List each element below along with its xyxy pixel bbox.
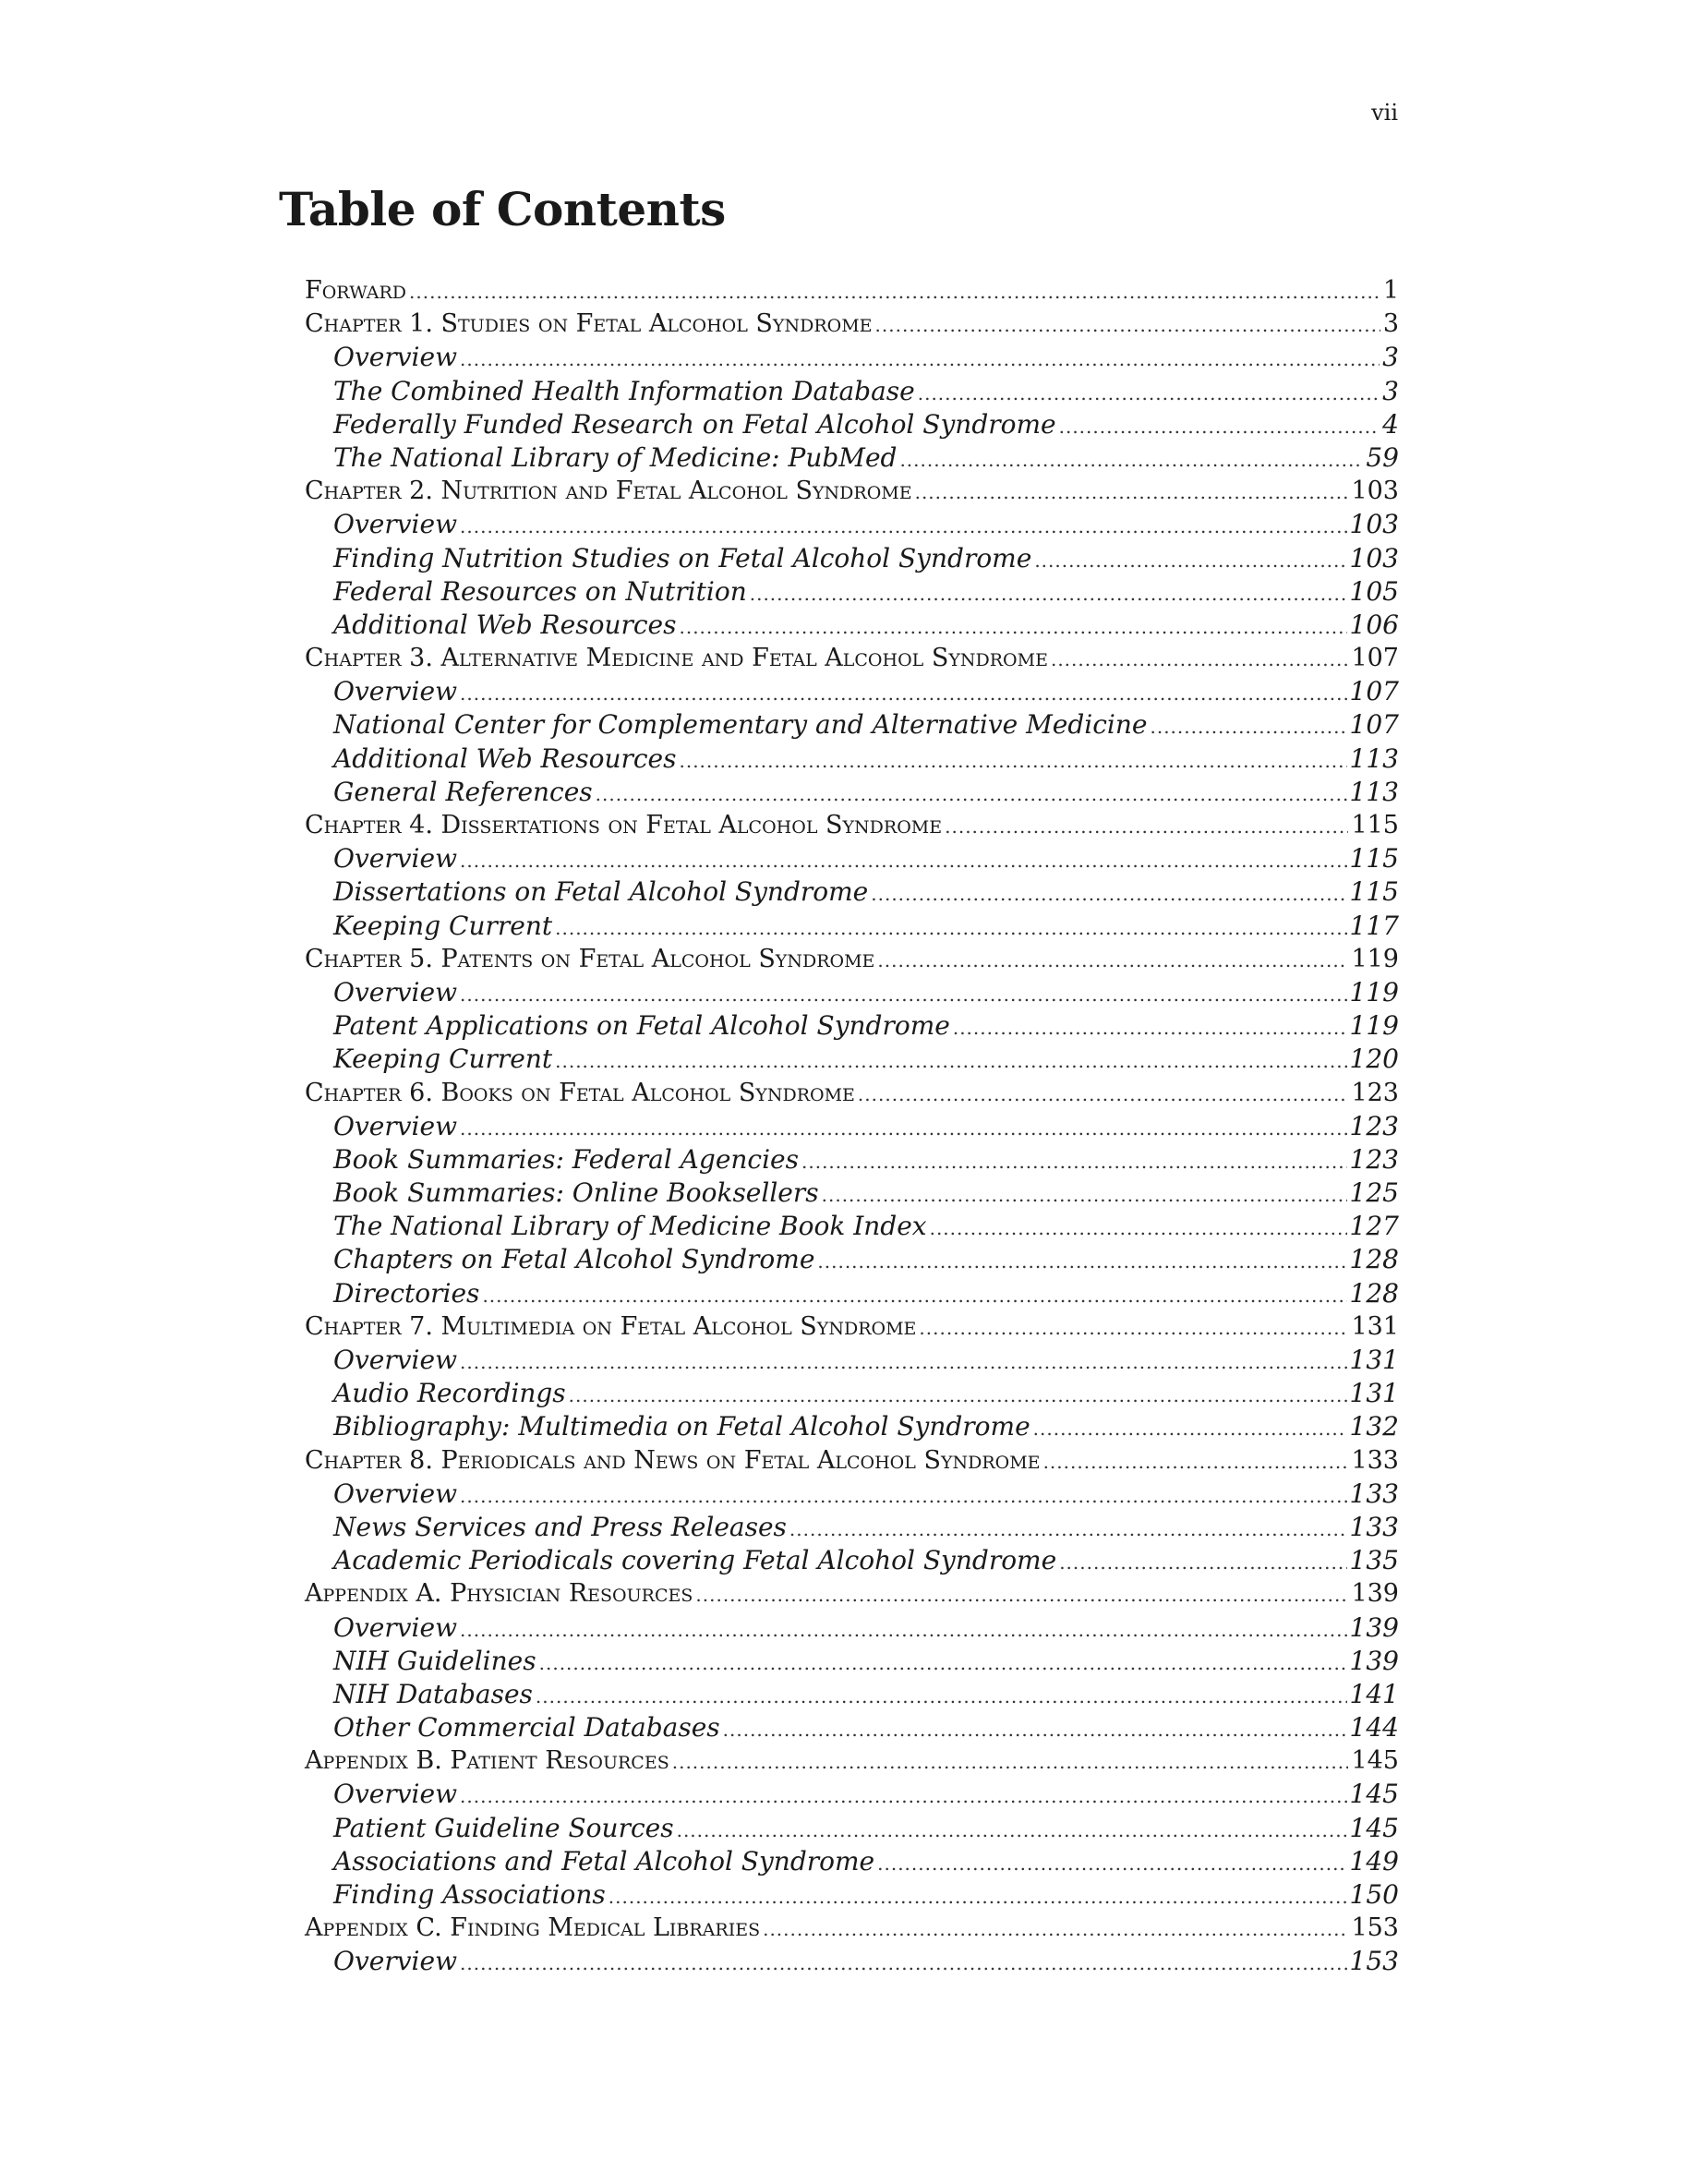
toc-subsection-entry[interactable]: [305, 1344, 1399, 1377]
dot-leader: [858, 1078, 1349, 1111]
toc-subsection-entry[interactable]: [305, 1845, 1399, 1878]
toc-entry-label: Federally Funded Research on Fetal Alcohol Syndrome: [333, 408, 1056, 440]
dot-leader: [460, 978, 1347, 1011]
toc-entry-page-number: 131: [1349, 1378, 1399, 1409]
dot-leader: [596, 778, 1347, 811]
toc-entry-label: Patient Guideline Sources: [333, 1812, 674, 1843]
toc-subsection-entry[interactable]: [305, 1176, 1399, 1210]
toc-entry-label: Chapters on Fetal Alcohol Syndrome: [333, 1244, 815, 1275]
toc-entry-page-number: 150: [1349, 1879, 1399, 1910]
toc-entry-page-number: 107: [1351, 644, 1399, 673]
toc-entry-label: Overview: [333, 342, 458, 373]
toc-entry-page-number: 117: [1349, 910, 1399, 941]
dot-leader: [871, 877, 1346, 911]
dot-leader: [877, 1847, 1346, 1880]
dot-leader: [679, 610, 1346, 644]
toc-entry-page-number: 133: [1349, 1478, 1399, 1509]
dot-leader: [945, 810, 1348, 843]
toc-entry-label: Chapter 5. Patents on Fetal Alcohol Syndrome: [305, 944, 875, 973]
toc-section-entry[interactable]: [305, 642, 1399, 675]
toc-entry-page-number: 106: [1349, 609, 1399, 640]
dot-leader: [672, 1745, 1349, 1779]
toc-entry-page-number: 135: [1349, 1545, 1399, 1576]
toc-entry-label: Appendix A. Physician Resources: [305, 1579, 693, 1609]
toc-subsection-entry[interactable]: [305, 542, 1399, 575]
toc-subsection-entry[interactable]: [305, 675, 1399, 708]
toc-subsection-entry[interactable]: [305, 1544, 1399, 1577]
toc-entry-label: The National Library of Medicine Book Index: [333, 1211, 927, 1242]
toc-entry-label: Overview: [333, 1110, 458, 1141]
toc-entry-page-number: 59: [1366, 441, 1399, 473]
dot-leader: [899, 443, 1363, 477]
toc-entry-label: Overview: [333, 1779, 458, 1810]
dot-leader: [460, 844, 1347, 877]
dot-leader: [609, 1880, 1347, 1913]
toc-entry-label: Academic Periodicals covering Fetal Alcohol Syndrome: [333, 1545, 1057, 1576]
toc-entry-page-number: 123: [1349, 1110, 1399, 1141]
page-title: Table of Contents: [279, 182, 726, 236]
dot-leader: [915, 476, 1349, 509]
toc-entry-page-number: 119: [1349, 1010, 1399, 1042]
toc-subsection-entry[interactable]: [305, 609, 1399, 642]
toc-subsection-entry[interactable]: [305, 910, 1399, 943]
toc-entry-page-number: 107: [1349, 709, 1399, 741]
toc-subsection-entry[interactable]: [305, 1043, 1399, 1076]
toc-entry-page-number: 149: [1349, 1845, 1399, 1876]
toc-entry-page-number: 139: [1351, 1579, 1399, 1609]
dot-leader: [953, 1011, 1347, 1044]
toc-entry-page-number: 123: [1349, 1143, 1399, 1175]
dot-leader: [679, 744, 1346, 778]
page-number: vii: [1371, 100, 1398, 126]
toc-section-entry[interactable]: [305, 809, 1399, 842]
toc-subsection-entry[interactable]: [305, 341, 1399, 374]
toc-entry-page-number: 105: [1349, 575, 1399, 607]
toc-entry-page-number: 131: [1349, 1345, 1399, 1375]
toc-subsection-entry[interactable]: [305, 1377, 1399, 1410]
dot-leader: [555, 911, 1346, 945]
toc-entry-label: General References: [333, 776, 593, 807]
toc-entry-page-number: 127: [1349, 1211, 1399, 1242]
toc-section-entry[interactable]: [305, 1077, 1399, 1110]
toc-entry-label: Forward: [305, 276, 407, 305]
toc-subsection-entry[interactable]: [305, 976, 1399, 1009]
toc-section-entry[interactable]: [305, 943, 1399, 976]
toc-entry-page-number: 144: [1349, 1712, 1399, 1744]
toc-entry-page-number: 115: [1349, 876, 1399, 908]
toc-entry-label: Associations and Fetal Alcohol Syndrome: [333, 1845, 875, 1876]
toc-subsection-entry[interactable]: [305, 1645, 1399, 1678]
toc-entry-page-number: 103: [1351, 477, 1399, 506]
toc-entry-page-number: 120: [1349, 1044, 1399, 1075]
toc-subsection-entry[interactable]: [305, 1277, 1399, 1310]
toc-subsection-entry[interactable]: [305, 708, 1399, 742]
toc-entry-label: NIH Databases: [333, 1678, 533, 1709]
toc-subsection-entry[interactable]: [305, 1478, 1399, 1511]
toc-entry-label: Keeping Current: [333, 910, 553, 941]
toc-entry-page-number: 145: [1351, 1746, 1399, 1776]
toc-subsection-entry[interactable]: [305, 1243, 1399, 1276]
toc-entry-label: Chapter 2. Nutrition and Fetal Alcohol Syndrome: [305, 477, 912, 506]
toc-subsection-entry[interactable]: [305, 441, 1399, 475]
toc-entry-page-number: 153: [1349, 1946, 1399, 1977]
dot-leader: [801, 1145, 1347, 1178]
toc-subsection-entry[interactable]: [305, 742, 1399, 776]
toc-section-entry[interactable]: [305, 475, 1399, 508]
toc-entry-page-number: 145: [1349, 1812, 1399, 1843]
toc-subsection-entry[interactable]: [305, 1210, 1399, 1243]
toc-entry-label: Finding Nutrition Studies on Fetal Alcohol Syndrome: [333, 542, 1032, 573]
dot-leader: [875, 308, 1380, 342]
dot-leader: [460, 677, 1347, 710]
dot-leader: [763, 1913, 1348, 1946]
toc-subsection-entry[interactable]: [305, 1678, 1399, 1711]
toc-entry-label: Additional Web Resources: [333, 742, 677, 774]
toc-entry-page-number: 119: [1351, 944, 1399, 973]
toc-entry-page-number: 103: [1349, 509, 1399, 540]
dot-leader: [460, 1613, 1347, 1647]
toc-subsection-entry[interactable]: [305, 508, 1399, 541]
toc-entry-page-number: 119: [1349, 976, 1399, 1008]
toc-entry-page-number: 133: [1351, 1445, 1399, 1475]
dot-leader: [482, 1279, 1346, 1312]
dot-leader: [1059, 1546, 1346, 1579]
toc-entry-page-number: 141: [1349, 1678, 1399, 1709]
toc-subsection-entry[interactable]: [305, 1711, 1399, 1744]
toc-subsection-entry[interactable]: [305, 575, 1399, 609]
toc-entry-label: Chapter 6. Books on Fetal Alcohol Syndrome: [305, 1078, 855, 1107]
toc-entry-page-number: 139: [1349, 1611, 1399, 1643]
toc-subsection-entry[interactable]: [305, 1778, 1399, 1811]
toc-subsection-entry[interactable]: [305, 1009, 1399, 1043]
toc-entry-page-number: 125: [1349, 1177, 1399, 1209]
dot-leader: [822, 1178, 1347, 1212]
toc-entry-page-number: 132: [1349, 1411, 1399, 1442]
toc-entry-page-number: 123: [1351, 1078, 1399, 1107]
toc-entry-label: Federal Resources on Nutrition: [333, 575, 747, 607]
dot-leader: [1051, 643, 1348, 676]
dot-leader: [409, 275, 1380, 308]
dot-leader: [918, 377, 1380, 410]
dot-leader: [460, 1780, 1347, 1813]
toc-subsection-entry[interactable]: [305, 1410, 1399, 1443]
toc-entry-label: Directories: [333, 1277, 480, 1309]
dot-leader: [1034, 544, 1346, 577]
dot-leader: [536, 1680, 1347, 1713]
toc-subsection-entry[interactable]: [305, 1511, 1399, 1544]
toc-entry-label: Book Summaries: Online Booksellers: [333, 1177, 819, 1209]
toc-entry-page-number: 128: [1349, 1277, 1399, 1309]
toc-entry-label: Audio Recordings: [333, 1378, 566, 1409]
table-of-contents: [305, 274, 1399, 1979]
toc-subsection-entry[interactable]: [305, 375, 1399, 408]
toc-section-entry[interactable]: [305, 274, 1399, 308]
toc-entry-label: Chapter 4. Dissertations on Fetal Alcohol Syndrome: [305, 811, 943, 839]
toc-entry-page-number: 115: [1351, 811, 1399, 839]
dot-leader: [1059, 410, 1380, 443]
toc-entry-page-number: 131: [1351, 1311, 1399, 1341]
toc-entry-label: The National Library of Medicine: PubMed: [333, 441, 898, 473]
dot-leader: [460, 1345, 1347, 1379]
dot-leader: [789, 1513, 1347, 1546]
toc-entry-page-number: 3: [1382, 342, 1399, 373]
toc-entry-label: Overview: [333, 676, 458, 707]
dot-leader: [750, 577, 1347, 610]
toc-subsection-entry[interactable]: [305, 875, 1399, 909]
toc-entry-page-number: 115: [1349, 843, 1399, 875]
toc-entry-page-number: 103: [1349, 542, 1399, 573]
toc-subsection-entry[interactable]: [305, 408, 1399, 441]
dot-leader: [460, 343, 1380, 376]
toc-entry-page-number: 113: [1349, 742, 1399, 774]
dot-leader: [723, 1713, 1347, 1746]
toc-entry-label: Overview: [333, 1345, 458, 1375]
toc-entry-label: Book Summaries: Federal Agencies: [333, 1143, 799, 1175]
toc-entry-label: Overview: [333, 1946, 458, 1977]
dot-leader: [919, 1311, 1348, 1345]
toc-subsection-entry[interactable]: [305, 842, 1399, 875]
toc-entry-label: Chapter 3. Alternative Medicine and Fetal Alcohol Syndrome: [305, 644, 1048, 673]
toc-entry-page-number: 1: [1382, 276, 1399, 305]
dot-leader: [539, 1647, 1347, 1680]
toc-entry-page-number: 3: [1382, 375, 1399, 406]
toc-entry-page-number: 113: [1349, 776, 1399, 807]
toc-entry-label: Overview: [333, 1611, 458, 1643]
toc-entry-page-number: 145: [1349, 1779, 1399, 1810]
toc-section-entry[interactable]: [305, 1577, 1399, 1611]
toc-entry-label: Keeping Current: [333, 1044, 553, 1075]
toc-subsection-entry[interactable]: [305, 1878, 1399, 1912]
toc-entry-label: Appendix C. Finding Medical Libraries: [305, 1913, 761, 1943]
toc-subsection-entry[interactable]: [305, 1945, 1399, 1978]
dot-leader: [677, 1814, 1347, 1847]
toc-subsection-entry[interactable]: [305, 776, 1399, 809]
toc-entry-label: The Combined Health Information Database: [333, 375, 915, 406]
toc-section-entry[interactable]: [305, 1744, 1399, 1778]
dot-leader: [460, 1112, 1347, 1145]
toc-entry-label: Appendix B. Patient Resources: [305, 1746, 669, 1776]
toc-entry-label: Other Commercial Databases: [333, 1712, 720, 1744]
dot-leader: [1033, 1412, 1347, 1445]
toc-entry-page-number: 133: [1349, 1511, 1399, 1542]
toc-subsection-entry[interactable]: [305, 1110, 1399, 1143]
dot-leader: [1150, 710, 1346, 743]
toc-entry-label: News Services and Press Releases: [333, 1511, 787, 1542]
toc-entry-label: NIH Guidelines: [333, 1645, 536, 1676]
toc-subsection-entry[interactable]: [305, 1611, 1399, 1645]
toc-subsection-entry[interactable]: [305, 1812, 1399, 1845]
dot-leader: [930, 1212, 1347, 1245]
toc-subsection-entry[interactable]: [305, 1143, 1399, 1176]
dot-leader: [460, 1479, 1347, 1513]
toc-entry-page-number: 4: [1382, 408, 1399, 440]
dot-leader: [569, 1379, 1347, 1412]
dot-leader: [460, 1947, 1347, 1980]
dot-leader: [1043, 1445, 1349, 1478]
toc-entry-page-number: 139: [1349, 1645, 1399, 1676]
toc-section-entry[interactable]: [305, 1444, 1399, 1478]
toc-entry-label: Bibliography: Multimedia on Fetal Alcohol Syndrome: [333, 1411, 1030, 1442]
dot-leader: [555, 1044, 1346, 1078]
toc-entry-page-number: 107: [1349, 676, 1399, 707]
toc-entry-label: Patent Applications on Fetal Alcohol Syndrome: [333, 1010, 950, 1042]
toc-entry-label: Overview: [333, 976, 458, 1008]
toc-entry-label: Chapter 1. Studies on Fetal Alcohol Syndrome: [305, 309, 873, 339]
toc-section-entry[interactable]: [305, 1912, 1399, 1945]
dot-leader: [877, 944, 1348, 977]
toc-entry-label: Additional Web Resources: [333, 609, 677, 640]
toc-section-entry[interactable]: [305, 308, 1399, 341]
toc-entry-label: Chapter 8. Periodicals and News on Fetal Alcohol Syndrome: [305, 1445, 1041, 1475]
toc-entry-page-number: 153: [1351, 1913, 1399, 1943]
toc-entry-label: Overview: [333, 1478, 458, 1509]
toc-section-entry[interactable]: [305, 1310, 1399, 1344]
toc-entry-label: National Center for Complementary and Alternative Medicine: [333, 709, 1148, 741]
toc-entry-label: Overview: [333, 843, 458, 875]
dot-leader: [817, 1245, 1346, 1278]
dot-leader: [460, 510, 1347, 543]
toc-entry-label: Chapter 7. Multimedia on Fetal Alcohol Syndrome: [305, 1311, 917, 1341]
toc-entry-label: Overview: [333, 509, 458, 540]
toc-entry-page-number: 128: [1349, 1244, 1399, 1275]
toc-entry-label: Dissertations on Fetal Alcohol Syndrome: [333, 876, 869, 908]
toc-entry-label: Finding Associations: [333, 1879, 606, 1910]
toc-entry-page-number: 3: [1382, 309, 1399, 339]
dot-leader: [695, 1578, 1348, 1611]
